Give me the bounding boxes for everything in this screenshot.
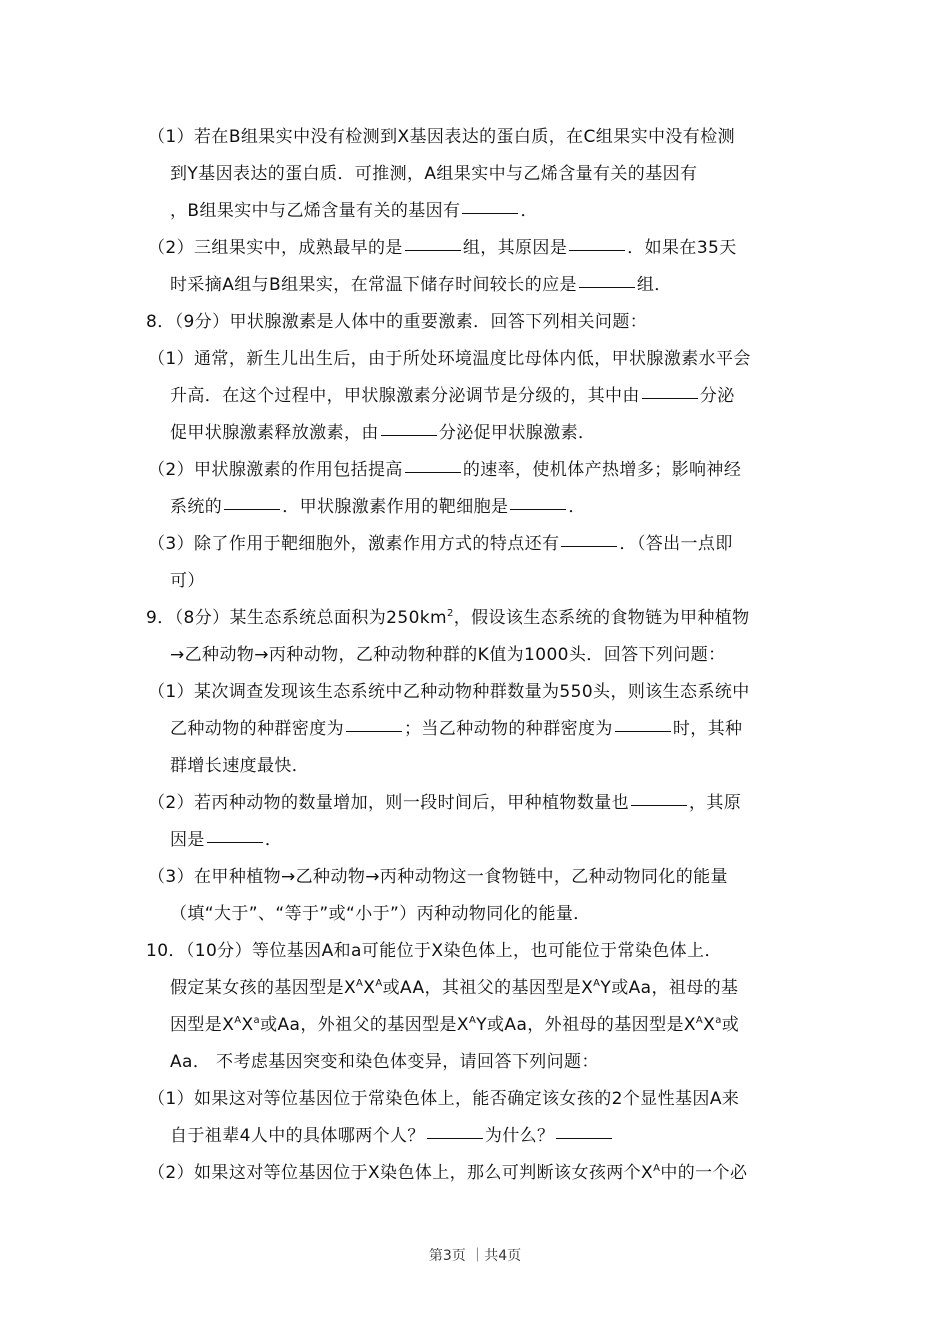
q10-line2: 假定某女孩的基因型是$X^AX^A$或AA，其祖父的基因型是$X^AY$或Aa，祖母的基 [170,978,739,998]
q7-p1-line3: ，B组果实中与乙烯含量有关的基因有 ． [170,201,538,221]
page-footer: 第3页 ｜共4页 [428,1248,522,1264]
answer-blank [561,545,617,547]
q8-p2-line1: （2）甲状腺激素的作用包括提高 的速率，使机体产热增多；影响神经 [148,460,742,480]
q8-p2-line2: 系统的 ．甲状腺激素作用的靶细胞是 ． [170,497,586,517]
q10-p1-line1: （1）如果这对等位基因位于常染色体上，能否确定该女孩的2个显性基因A来 [148,1089,740,1109]
q7-p2-line1: （2）三组果实中，成熟最早的是 组，其原因是 ．如果在35天 [148,238,737,258]
q7-p1-line2: 到Y基因表达的蛋白质．可推测，A组果实中与乙烯含量有关的基因有 [170,164,698,184]
q7-p2-line2: 时采摘A组与B组果实，在常温下储存时间较长的应是 组． [170,275,672,295]
q9-p2-line2: 因是 ． [170,830,283,850]
answer-blank [405,471,461,473]
q8-p1-line1: （1）通常，新生儿出生后，由于所处环境温度比母体内低，甲状腺激素水平会 [148,349,751,369]
q9-heading-line2: →乙种动物→丙种动物，乙种动物种群的K值为1000头．回答下列问题： [170,645,726,665]
answer-blank [405,249,461,251]
q10-p1-line2: 自于祖辈4人中的具体哪两个人？ 为什么？ [170,1123,614,1149]
q9-p3-line2: （填“大于”、“等于”或“小于”）丙种动物同化的能量． [170,904,591,924]
q8-p1-line3: 促甲状腺激素释放激素，由 分泌促甲状腺激素． [170,423,596,443]
q9-p2-line1: （2）若丙种动物的数量增加，则一段时间后，甲种植物数量也 ，其原 [148,793,742,813]
q9-p1-line1: （1）某次调查发现该生态系统中乙种动物种群数量为550头，则该生态系统中 [148,682,750,702]
answer-blank [427,1137,483,1139]
q8-p3-line2: 可） [170,571,205,591]
answer-blank [579,286,635,288]
answer-blank [346,730,402,732]
answer-blank [642,397,698,399]
answer-blank [615,730,671,732]
q8-p1-line2: 升高．在这个过程中，甲状腺激素分泌调节是分级的，其中由 分泌 [170,386,735,406]
q8-heading: 8．（9分）甲状腺激素是人体中的重要激素．回答下列相关问题： [146,312,648,332]
answer-blank [381,434,437,436]
answer-blank [207,841,263,843]
q9-p1-line2: 乙种动物的种群密度为 ；当乙种动物的种群密度为 时，其种 [170,719,743,739]
answer-blank [510,508,566,510]
q10-line3: 因型是$X^AX^a$或Aa，外祖父的基因型是$X^AY$或Aa，外祖母的基因型是$X^AX^a$或 [170,1015,740,1035]
answer-blank [556,1137,612,1139]
q9-p1-line3: 群增长速度最快． [170,756,310,776]
answer-blank [224,508,280,510]
answer-blank [569,249,625,251]
q9-heading: 9．（8分）某生态系统总面积为$250km^2$，假设该生态系统的食物链为甲种植物 [146,608,750,628]
answer-blank [631,804,687,806]
q10-heading: 10．（10分）等位基因A和a可能位于X染色体上，也可能位于常染色体上． [146,941,722,961]
q8-p3-line1: （3）除了作用于靶细胞外，激素作用方式的特点还有 ．（答出一点即 [148,534,733,554]
q10-line4: Aa． 不考虑基因突变和染色体变异，请回答下列问题： [170,1052,599,1072]
answer-blank [462,212,518,214]
q9-p3-line1: （3）在甲种植物→乙种动物→丙种动物这一食物链中，乙种动物同化的能量 [148,867,728,887]
q10-p2-line1: （2）如果这对等位基因位于X染色体上，那么可判断该女孩两个$X^A$中的一个必 [148,1163,748,1183]
q7-p1-line1: （1）若在B组果实中没有检测到X基因表达的蛋白质，在C组果实中没有检测 [148,127,735,147]
